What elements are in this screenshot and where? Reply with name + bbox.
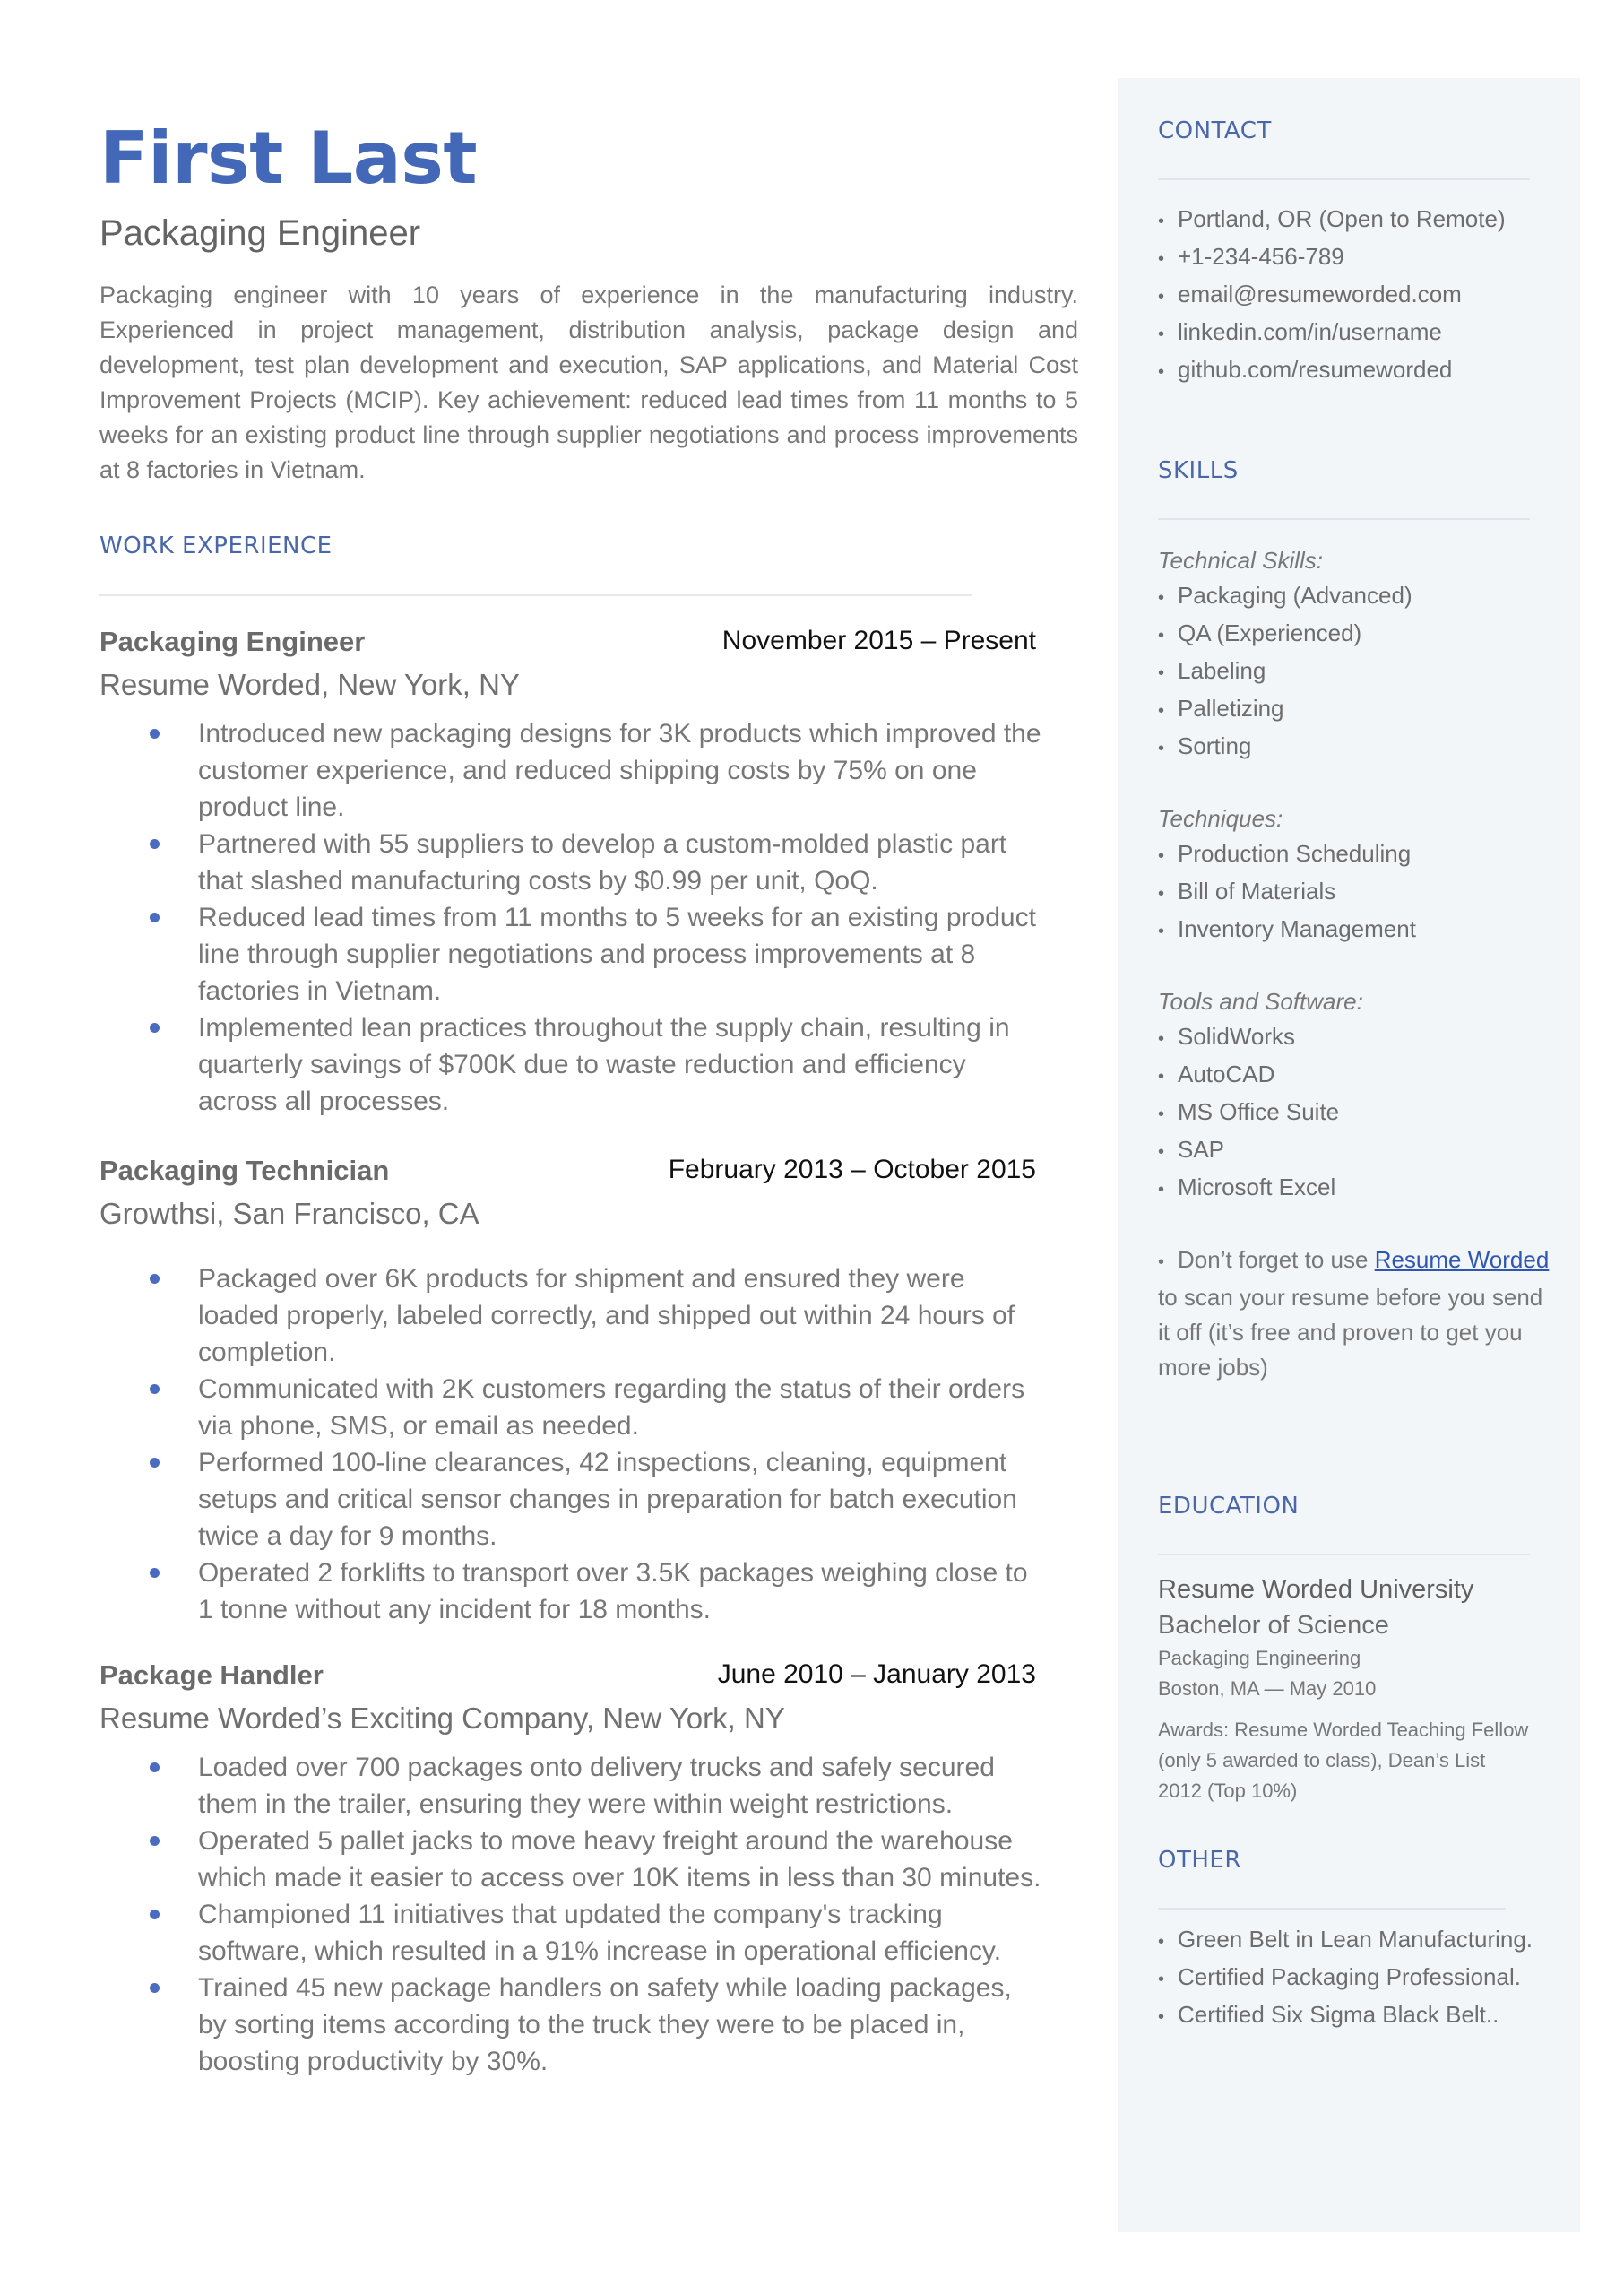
bullet-icon: •	[1158, 1104, 1165, 1124]
education-awards: Awards: Resume Worded Teaching Fellow (only 5 awarded to class), Dean’s List 2012 (Top 10%)	[1158, 1719, 1529, 1802]
other-heading: OTHER	[1158, 1847, 1241, 1874]
bullet-icon: •	[1158, 663, 1165, 683]
contact-email[interactable]: • email@resumeworded.com	[1158, 277, 1552, 315]
bullet-icon: •	[1158, 325, 1165, 344]
contact-heading: CONTACT	[1158, 117, 1272, 144]
list-item: Trained 45 new package handlers on safety while loading packages, by sorting items according to the truck they were to be placed in, boosting productivity by 30%.	[150, 1970, 1046, 2080]
bullet-icon: •	[1158, 739, 1165, 758]
divider	[1158, 518, 1530, 520]
divider	[1158, 1554, 1530, 1555]
list-item: Reduced lead times from 11 months to 5 weeks for an existing product line through supplier negotiations and process improvements at 8 factories in Vietnam.	[150, 899, 1046, 1009]
other-section	[1158, 1847, 1552, 2035]
skills-section	[1158, 457, 1552, 1385]
resume-worded-link[interactable]: Resume Worded	[1374, 1246, 1550, 1273]
list-item: Performed 100-line clearances, 42 inspections, cleaning, equipment setups and critical sensor changes in preparation for batch execution twice a day for 9 months.	[150, 1444, 1046, 1555]
summary: Packaging engineer with 10 years of experience in the manufacturing industry. Experienced in project management, distribution analysis, package design and development, test plan development and execution, SAP applications, and Material Cost Improvement Projects (MCIP). Key achievement: reduced lead times from 11 months to 5 weeks for an existing product line through supplier negotiations and process improvements at 8 factories in Vietnam.	[99, 281, 1078, 483]
list-item: Partnered with 55 suppliers to develop a custom-molded plastic part that slashed manufacturing costs by $0.99 per unit, QoQ.	[150, 826, 1046, 899]
job-title: Package Handler	[99, 1659, 324, 1691]
bullet-icon: •	[1158, 1180, 1165, 1199]
list-item: • SAP	[1158, 1132, 1552, 1170]
list-item: Championed 11 initiatives that updated the company's tracking software, which resulted in a 91% increase in operational efficiency.	[150, 1896, 1046, 1970]
bullet-icon: •	[1158, 588, 1165, 608]
bullet-dot-icon	[150, 1023, 160, 1033]
contact-github[interactable]: • github.com/resumeworded	[1158, 352, 1552, 390]
education-school: Resume Worded University	[1158, 1575, 1474, 1604]
bullet-icon: •	[1158, 212, 1165, 231]
list-item: • Palletizing	[1158, 691, 1552, 729]
job-company: Resume Worded’s Exciting Company, New York, NY	[99, 1702, 785, 1735]
bullet-dot-icon	[150, 1568, 160, 1578]
bullet-icon: •	[1158, 2007, 1165, 2027]
list-item: Operated 5 pallet jacks to move heavy freight around the warehouse which made it easier to access over 10K items in less than 30 minutes.	[150, 1823, 1046, 1896]
bullet-icon: •	[1158, 1970, 1165, 1989]
bullet-icon: •	[1158, 1932, 1165, 1952]
list-item: • Packaging (Advanced)	[1158, 578, 1552, 616]
list-item: • Certified Six Sigma Black Belt..	[1158, 1997, 1534, 2035]
job-bullets	[150, 1749, 1041, 2080]
job-entry	[99, 1659, 1041, 2080]
skill-group-label: Tools and Software:	[1158, 988, 1363, 1015]
list-item: • Certified Packaging Professional.	[1158, 1960, 1534, 1997]
education-heading: EDUCATION	[1158, 1493, 1300, 1520]
list-item: Operated 2 forklifts to transport over 3.5K packages weighing close to 1 tonne without any incident for 18 months.	[150, 1555, 1046, 1628]
list-item: • Production Scheduling	[1158, 836, 1552, 874]
education-location-date: Boston, MA — May 2010	[1158, 1677, 1377, 1700]
bullet-icon: •	[1158, 626, 1165, 645]
contact-linkedin[interactable]: • linkedin.com/in/username	[1158, 315, 1552, 352]
bullet-dot-icon	[150, 1910, 160, 1919]
bullet-dot-icon	[150, 1458, 160, 1468]
bullet-icon: •	[1158, 884, 1165, 904]
job-entry	[99, 626, 1041, 1120]
bullet-icon: •	[1158, 922, 1165, 941]
bullet-icon: •	[1158, 1067, 1165, 1087]
contact-location: • Portland, OR (Open to Remote)	[1158, 202, 1552, 239]
list-item: Communicated with 2K customers regarding the status of their orders via phone, SMS, or email as needed.	[150, 1371, 1046, 1444]
skill-group-label: Techniques:	[1158, 805, 1283, 832]
contact-list	[1158, 202, 1552, 390]
skills-heading: SKILLS	[1158, 457, 1239, 484]
job-company: Resume Worded, New York, NY	[99, 668, 520, 701]
list-item: Implemented lean practices throughout the supply chain, resulting in quarterly savings of $700K due to waste reduction and efficiency across all processes.	[150, 1009, 1046, 1120]
list-item: • Bill of Materials	[1158, 874, 1552, 912]
sidebar	[1118, 78, 1580, 2232]
bullet-dot-icon	[150, 1274, 160, 1284]
divider	[99, 594, 972, 596]
list-item: Introduced new packaging designs for 3K products which improved the customer experience, and reduced shipping costs by 75% on one product line.	[150, 715, 1046, 826]
work-experience-heading: WORK EXPERIENCE	[99, 533, 333, 559]
list-item: Loaded over 700 packages onto delivery trucks and safely secured them in the trailer, ensuring they were within weight restrictions.	[150, 1749, 1046, 1823]
job-dates: February 2013 – October 2015	[668, 1155, 1036, 1184]
bullet-icon: •	[1158, 1029, 1165, 1049]
education-section	[1158, 1493, 1552, 1806]
bullet-icon: •	[1158, 1142, 1165, 1162]
bullet-dot-icon	[150, 1836, 160, 1846]
divider	[1158, 1908, 1506, 1910]
bullet-dot-icon	[150, 1983, 160, 1993]
list-item: • Microsoft Excel	[1158, 1170, 1552, 1208]
job-bullets	[150, 715, 1041, 1120]
job-entry	[99, 1155, 1036, 1628]
divider	[1158, 178, 1530, 180]
skill-list	[1158, 836, 1552, 949]
bullet-icon: •	[1158, 846, 1165, 866]
list-item: • Sorting	[1158, 729, 1552, 766]
contact-section	[1158, 117, 1552, 390]
bullet-icon: •	[1158, 1252, 1165, 1272]
bullet-icon: •	[1158, 249, 1165, 269]
job-dates: November 2015 – Present	[721, 626, 1036, 655]
resume-worded-note: • Don’t forget to use Resume Worded to scan your resume before you send it off (it’s free and proven to get you more jobs)	[1158, 1246, 1550, 1381]
bullet-dot-icon	[150, 1384, 160, 1394]
bullet-dot-icon	[150, 839, 160, 849]
list-item: • AutoCAD	[1158, 1057, 1552, 1095]
education-major: Packaging Engineering	[1158, 1647, 1361, 1669]
candidate-title: Packaging Engineer	[99, 213, 421, 253]
list-item: • QA (Experienced)	[1158, 616, 1552, 654]
list-item: • SolidWorks	[1158, 1019, 1552, 1057]
skill-group	[1158, 543, 1552, 766]
job-bullets	[150, 1260, 1036, 1628]
skill-group-label: Technical Skills:	[1158, 547, 1324, 574]
bullet-dot-icon	[150, 729, 160, 739]
job-dates: June 2010 – January 2013	[717, 1659, 1036, 1689]
bullet-dot-icon	[150, 913, 160, 922]
skill-list	[1158, 578, 1552, 766]
bullet-dot-icon	[150, 1762, 160, 1772]
skill-list	[1158, 1019, 1552, 1208]
bullet-icon: •	[1158, 362, 1165, 382]
list-item: • MS Office Suite	[1158, 1095, 1552, 1132]
list-item: • Labeling	[1158, 654, 1552, 691]
skill-group	[1158, 984, 1552, 1208]
candidate-name: First Last	[99, 117, 478, 200]
contact-phone[interactable]: • +1-234-456-789	[1158, 239, 1552, 277]
bullet-icon: •	[1158, 287, 1165, 307]
list-item: • Inventory Management	[1158, 912, 1552, 949]
job-title: Packaging Technician	[99, 1155, 390, 1186]
list-item: • Green Belt in Lean Manufacturing.	[1158, 1922, 1534, 1960]
education-degree: Bachelor of Science	[1158, 1611, 1389, 1640]
skill-group	[1158, 801, 1552, 949]
job-title: Packaging Engineer	[99, 626, 366, 657]
list-item: Packaged over 6K products for shipment and ensured they were loaded properly, labeled correctly, and shipped out within 24 hours of completion.	[150, 1260, 1046, 1371]
other-list	[1158, 1922, 1534, 2035]
bullet-icon: •	[1158, 701, 1165, 721]
job-company: Growthsi, San Francisco, CA	[99, 1197, 479, 1230]
